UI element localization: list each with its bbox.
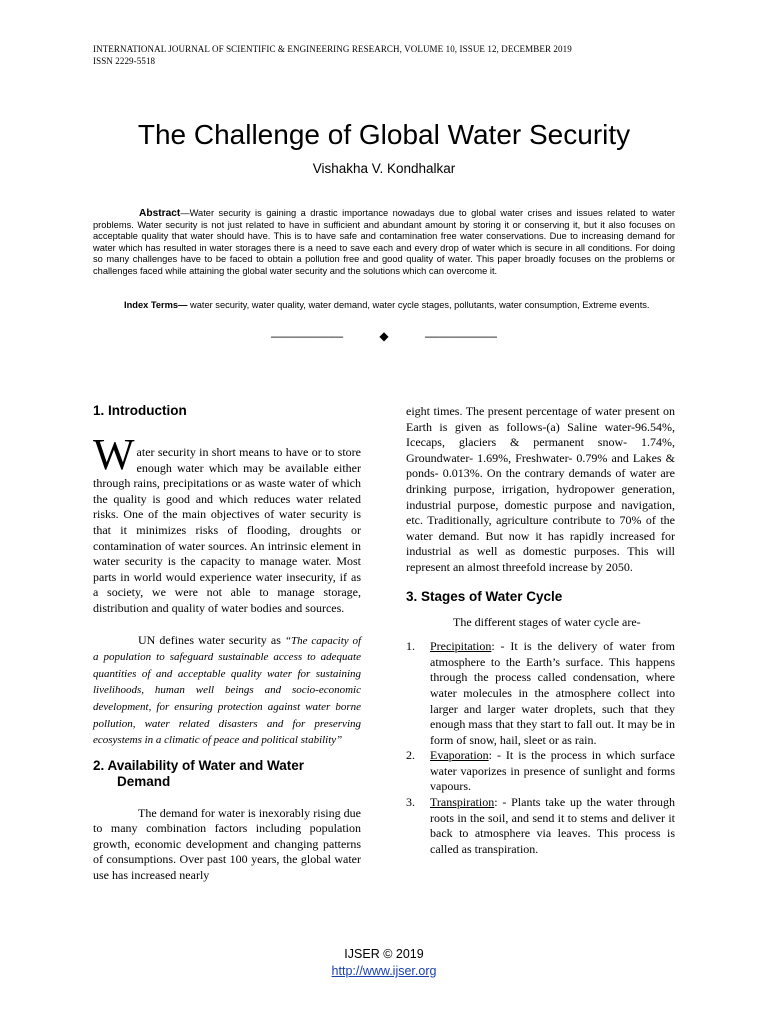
section-heading-availability-line1: 2. Availability of Water and Water [93, 757, 305, 773]
abstract-label: Abstract [139, 208, 181, 219]
journal-url-link[interactable]: http://www.ijser.org [331, 964, 437, 978]
intro-paragraph-1 [93, 430, 361, 617]
journal-title-line: INTERNATIONAL JOURNAL OF SCIENTIFIC & ENGINEERING RESEARCH, VOLUME 10, ISSUE 12, DECEMBER 2019 [93, 44, 572, 54]
abstract-block [93, 208, 675, 277]
section-heading-introduction: 1. Introduction [93, 403, 187, 418]
copyright-text: IJSER © 2019 [344, 947, 424, 961]
intro-paragraph-2-lead: UN defines water security as [138, 632, 285, 647]
paper-title: The Challenge of Global Water Security [137, 119, 631, 150]
list-item [406, 639, 675, 748]
intro-paragraph-1-text: ater security in short means to have or to store enough water which may be available either through rains, precipitations or as waste water of which the quality is good and which reduces water related risks. One of the main objectives of water security is that it minimizes risks of flooding, droughts or contamination of water sources. An intrinsic element in water security is the capacity to manage water. Most parts in world would experience water insecurity, if as a society, we were not able to manage storage, distribution and quality of water bodies and sources. [93, 445, 361, 615]
journal-header [93, 43, 693, 67]
page-footer [0, 946, 768, 980]
section-heading-water-cycle: 3. Stages of Water Cycle [406, 588, 563, 604]
divider-line-left: —————————— [271, 329, 344, 344]
list-item-term: Precipitation [430, 639, 492, 654]
index-terms [124, 299, 654, 312]
divider-line-right: —————————— [424, 329, 497, 344]
availability-paragraph-1: The demand for water is inexorably rising due to many combination factors including population growth, economic development and changing patterns of consumptions. Over past 100 years, the global water use has increased nearly [93, 805, 361, 883]
list-item-text: : - Plants take up the water through roots in the soil, and send it to stems and deliver it back to atmosphere via leaves. This process is called as transpiration. [430, 795, 675, 856]
list-item-text: : - It is the process in which surface water vaporizes in presence of sunlight and forms vapours. [430, 748, 675, 794]
left-column [93, 403, 361, 884]
section-divider [0, 329, 768, 344]
section-heading-availability [93, 758, 361, 790]
list-item-text: : - It is the delivery of water from atmosphere to the Earth’s surface. This happens through the process called condensation, where water molecules in the atmosphere collect into larger and larger water droplets, such that they enough mass that they start to fall out. It may be in form of snow, hail, sleet or as rain. [430, 639, 675, 747]
paper-author: Vishakha V. Kondhalkar [312, 161, 456, 176]
list-item [406, 795, 675, 857]
index-terms-text: water security, water quality, water demand, water cycle stages, pollutants, water consumption, Extreme events. [187, 300, 650, 310]
abstract-text: Water security is gaining a drastic importance nowadays due to global water crises and issues related to water problems. Water security is not just related to have in sufficient and abundant amount by storing it or conserving it, but it also focuses on acceptable quality that water should have. This is to have safe and contamination free water conservations. Due to increasing demand for water which has resulted in water storages there is a need to save each and every drop of water which is secure in all conditions. For doing so many challenges have to be faced to obtain a pollution free and good quality of water. This paper broadly focuses on the problems or challenges faced while attaining the global water security and the solutions which can overcome it. [93, 208, 675, 276]
availability-paragraph-2: eight times. The present percentage of water present on Earth is given as follows-(a) Saline water-96.54%, Icecaps, glaciers & permanent snow- 1.74%, Groundwater- 1.69%, Freshwater- 0.79% and Lakes & ponds- 0.013%. On the contrary demands of water are drinking purpose, irrigation, hydropower generation, industrial purpose, domestic purpose and navigation, etc. Traditionally, agriculture contribute to 70% of the water demand. But now it has rapidly increased for industrial as well as domestic purposes. This will represent an almost threefold increase by 2050. [406, 404, 675, 574]
list-item-number: 1. [406, 639, 415, 654]
list-item-term: Transpiration [430, 795, 495, 810]
divider-diamond-icon: ◆ [379, 329, 389, 343]
list-item-number: 2. [406, 748, 415, 763]
index-terms-label: Index Terms— [124, 300, 188, 310]
abstract-dash: — [180, 208, 190, 218]
list-item-term: Evaporation [430, 748, 489, 763]
drop-cap: W [93, 430, 135, 479]
water-cycle-intro: The different stages of water cycle are- [453, 614, 641, 629]
section-heading-availability-line2: Demand [117, 773, 171, 789]
issn-line: ISSN 2229-5518 [93, 56, 156, 66]
water-cycle-list [406, 639, 675, 857]
un-definition-quote: “The capacity of a population to safeguard sustainable access to adequate quantities of and acceptable quality water for sustaining livelihoods, human well beings and socio-economic development, for ensuring protection against water borne pollution, water related disasters and for preserving ecosystems in a climatic of peace and political stability” [93, 634, 361, 747]
list-item-number: 3. [406, 795, 415, 810]
list-item [406, 748, 675, 795]
right-column [406, 404, 675, 857]
intro-paragraph-2 [93, 633, 361, 749]
